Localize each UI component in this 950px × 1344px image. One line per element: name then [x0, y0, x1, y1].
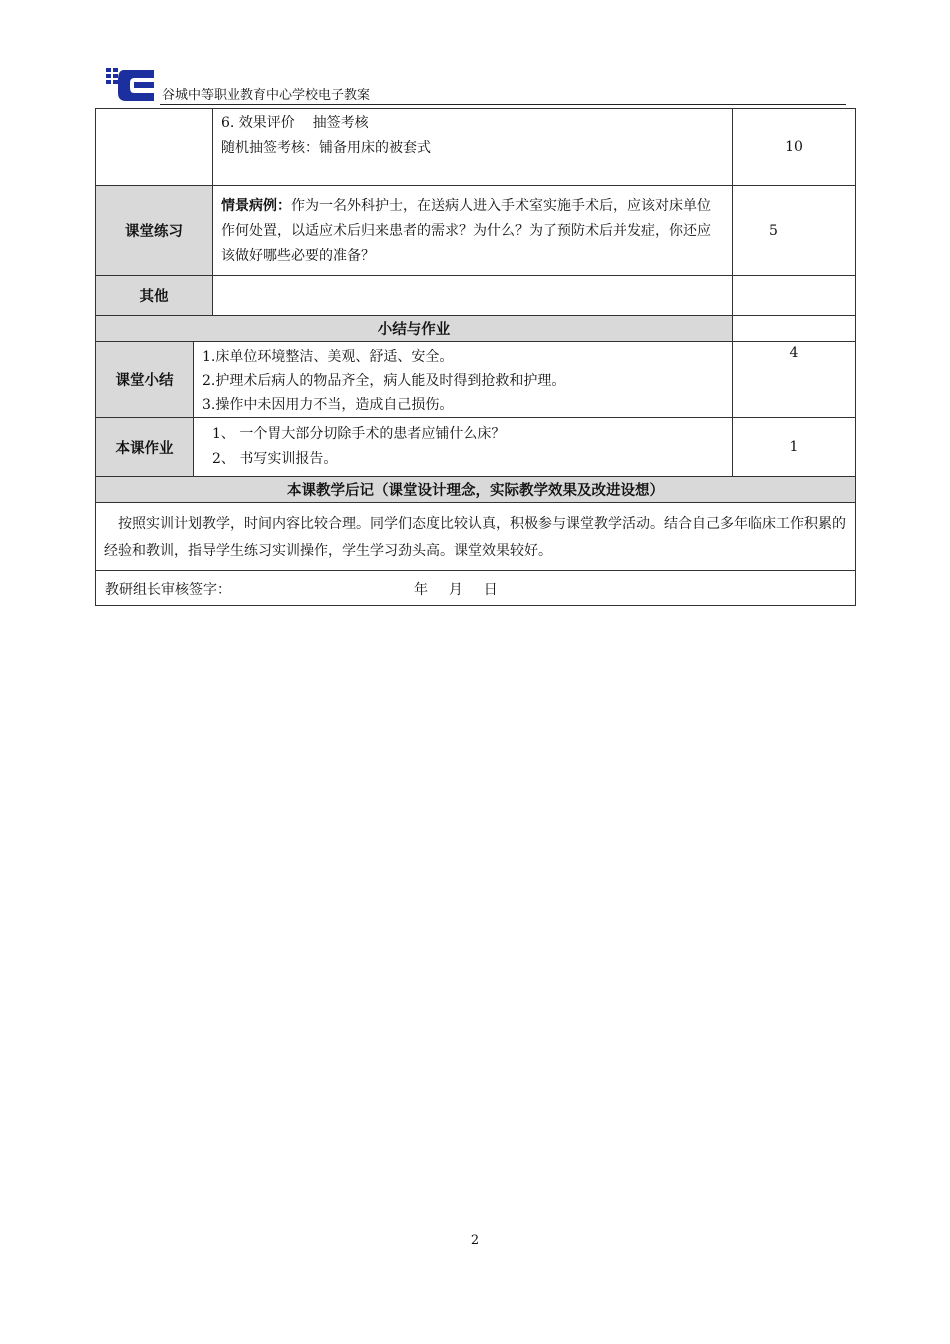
header-title: 谷城中等职业教育中心学校电子教案 [162, 88, 371, 103]
evaluation-line-2: 随机抽签考核：铺备用床的被套式 [221, 140, 431, 156]
page-number: 2 [470, 1233, 480, 1248]
homework-item-2: 2、 书写实训报告。 [212, 451, 338, 467]
homework-content-cell [194, 418, 733, 477]
homework-score-cell [733, 418, 855, 477]
practice-label: 课堂练习 [125, 224, 183, 240]
signature-cell [96, 571, 855, 605]
homework-label: 本课作业 [115, 440, 174, 457]
other-score-cell [733, 276, 855, 316]
evaluation-score: 10 [785, 139, 803, 155]
signature-date: 年 月 日 [414, 582, 498, 598]
summary-label-cell [96, 342, 194, 418]
evaluation-line-1: 6. 效果评价 抽签考核 [221, 115, 369, 131]
header-rule [160, 104, 846, 105]
lesson-plan-table [95, 108, 856, 606]
summary-item-2: 2.护理术后病人的物品齐全，病人能及时得到抢救和护理。 [202, 373, 566, 389]
reflection-text: 按照实训计划教学，时间内容比较合理。同学们态度比较认真，积极参与课堂教学活动。结合自己多年临床工作积累的经验和教训，指导学生练习实训操作，学生学习劲头高。课堂效果较好。 [104, 516, 846, 559]
summary-header: 小结与作业 [377, 322, 451, 338]
summary-header-cell [96, 316, 733, 342]
signature-label: 教研组长审核签字： [105, 582, 231, 598]
reflection-header: 本课教学后记（课堂设计理念，实际教学效果及改进设想） [287, 483, 664, 499]
other-label: 其他 [139, 289, 169, 305]
summary-item-3: 3.操作中未因用力不当，造成自己损伤。 [202, 397, 454, 413]
practice-label-cell [96, 186, 213, 276]
reflection-content-cell [96, 503, 855, 571]
case-label: 情景病例： [221, 198, 291, 214]
evaluation-label-cell [96, 109, 213, 186]
homework-score: 1 [789, 439, 799, 455]
homework-item-1: 1、 一个胃大部分切除手术的患者应铺什么床？ [212, 426, 506, 442]
summary-score-cell [733, 342, 855, 418]
summary-score: 4 [789, 345, 799, 361]
evaluation-score-cell [733, 109, 855, 186]
summary-content-cell [194, 342, 733, 418]
practice-content-cell [213, 186, 733, 276]
summary-item-1: 1.床单位环境整洁、美观、舒适、安全。 [202, 349, 454, 365]
school-logo-icon [104, 66, 158, 104]
evaluation-content-cell [213, 109, 733, 186]
reflection-header-cell [96, 477, 855, 503]
page-header [104, 64, 846, 106]
practice-score-cell [733, 186, 855, 276]
case-text: 作为一名外科护士，在送病人进入手术室实施手术后，应该对床单位作何处置，以适应术后归来患者的需求？为什么？为了预防术后并发症，你还应该做好哪些必要的准备？ [221, 198, 711, 264]
other-content-cell [213, 276, 733, 316]
summary-header-score-cell [733, 316, 855, 342]
homework-label-cell [96, 418, 194, 477]
summary-label: 课堂小结 [115, 373, 174, 389]
other-label-cell [96, 276, 213, 316]
practice-score: 5 [769, 222, 778, 239]
